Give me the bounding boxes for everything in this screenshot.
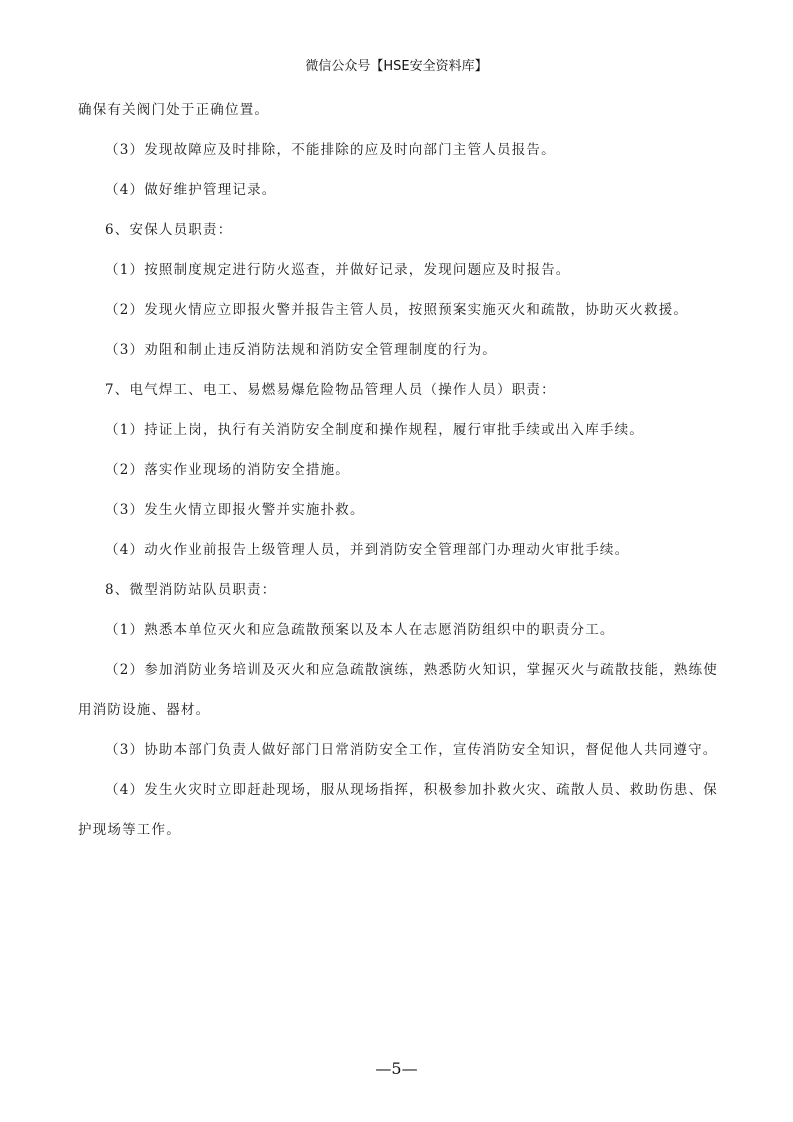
paragraph: （4）做好维护管理记录。 [105, 182, 277, 198]
paragraph: （1）按照制度规定进行防火巡查，并做好记录，发现问题应及时报告。 [105, 262, 571, 278]
paragraph: （2）落实作业现场的消防安全措施。 [105, 462, 350, 478]
paragraph: （3）协助本部门负责人做好部门日常消防安全工作，宣传消防安全知识，督促他人共同遵守。 [105, 742, 718, 758]
page-number: —5— [375, 1059, 418, 1078]
paragraph: （1）持证上岗，执行有关消防安全制度和操作规程，履行审批手续或出入库手续。 [105, 422, 644, 438]
page-footer [0, 1058, 793, 1080]
paragraph: （2）发现火情应立即报火警并报告主管人员，按照预案实施灭火和疏散，协助灭火救援。 [105, 302, 689, 318]
document-body [78, 90, 718, 850]
page-header [0, 58, 793, 76]
paragraph: （3）发现故障应及时排除，不能排除的应及时向部门主管人员报告。 [105, 142, 556, 158]
section-heading: 8、微型消防站队员职责： [105, 582, 277, 598]
paragraph: （3）劝阻和制止违反消防法规和消防安全管理制度的行为。 [105, 342, 497, 358]
paragraph: （4）发生火灾时立即赶赴现场，服从现场指挥，积极参加扑救火灾、疏散人员、救助伤患、保护现场等工作。 [78, 782, 718, 838]
paragraph: 确保有关阀门处于正确位置。 [78, 102, 270, 118]
paragraph: （3）发生火情立即报火警并实施扑救。 [105, 502, 365, 518]
header-text: 微信公众号【HSE安全资料库】 [305, 59, 488, 74]
paragraph: （1）熟悉本单位灭火和应急疏散预案以及本人在志愿消防组织中的职责分工。 [105, 622, 615, 638]
paragraph: （4）动火作业前报告上级管理人员，并到消防安全管理部门办理动火审批手续。 [105, 542, 630, 558]
section-heading: 7、电气焊工、电工、易燃易爆危险物品管理人员（操作人员）职责： [105, 382, 556, 398]
paragraph: （2）参加消防业务培训及灭火和应急疏散演练，熟悉防火知识，掌握灭火与疏散技能，熟练使用消防设施、器材。 [78, 662, 718, 718]
section-heading: 6、安保人员职责： [105, 222, 233, 238]
